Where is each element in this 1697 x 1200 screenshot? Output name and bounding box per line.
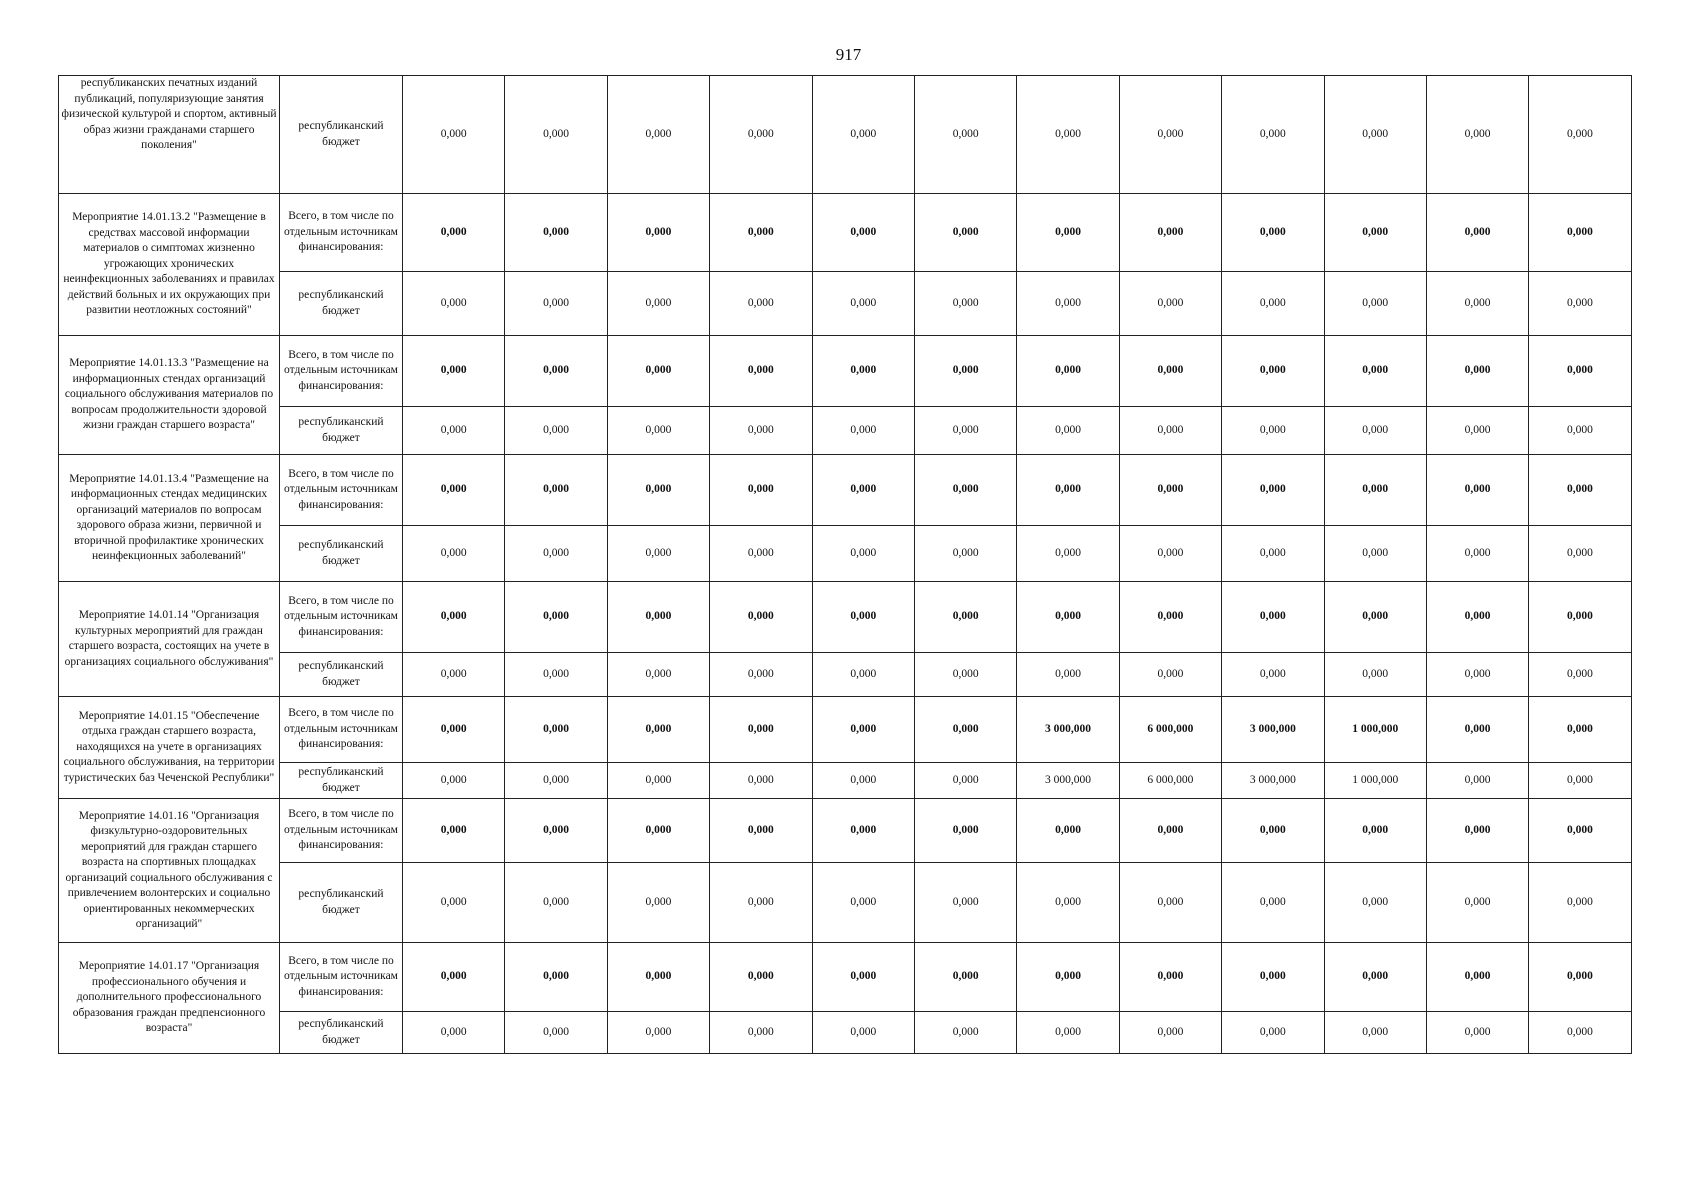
event-title: Мероприятие 14.01.16 "Организация физкультурно-оздоровительных мероприятий для граждан старшего возраста на спортивных площадках организаций социального обслуживания с привлечением волонтерских и социально ориентированных некоммерческих организаций" xyxy=(59,799,280,943)
amount-cell: 0,000 xyxy=(1529,653,1631,697)
amount-cell: 0,000 xyxy=(1426,407,1528,455)
amount-cell: 0,000 xyxy=(1529,763,1631,799)
total-row xyxy=(59,582,1632,653)
total-row xyxy=(59,194,1632,272)
amount-cell: 0,000 xyxy=(812,194,914,272)
funding-source: Всего, в том числе по отдельным источникам финансирования: xyxy=(280,799,403,863)
amount-cell: 0,000 xyxy=(710,194,812,272)
amount-cell: 0,000 xyxy=(1017,272,1119,336)
amount-cell: 0,000 xyxy=(812,407,914,455)
amount-cell: 0,000 xyxy=(1017,582,1119,653)
event-title: Мероприятие 14.01.13.3 "Размещение на информационных стендах организаций социального обслуживания материалов по вопросам продолжительности здоровой жизни граждан старшего возраста" xyxy=(59,336,280,455)
amount-cell: 0,000 xyxy=(505,272,607,336)
amount-cell: 6 000,000 xyxy=(1119,697,1221,763)
amount-cell: 0,000 xyxy=(505,943,607,1012)
amount-cell: 0,000 xyxy=(1426,1012,1528,1054)
amount-cell: 0,000 xyxy=(1017,336,1119,407)
amount-cell: 0,000 xyxy=(1324,272,1426,336)
amount-cell: 0,000 xyxy=(1119,943,1221,1012)
amount-cell: 0,000 xyxy=(1119,582,1221,653)
amount-cell: 0,000 xyxy=(403,582,505,653)
amount-cell: 0,000 xyxy=(812,763,914,799)
funding-source: Всего, в том числе по отдельным источникам финансирования: xyxy=(280,943,403,1012)
amount-cell: 0,000 xyxy=(1222,799,1324,863)
republic-budget-row xyxy=(59,76,1632,194)
amount-cell: 0,000 xyxy=(1119,336,1221,407)
amount-cell: 0,000 xyxy=(812,863,914,943)
amount-cell: 0,000 xyxy=(1119,653,1221,697)
amount-cell: 0,000 xyxy=(1324,194,1426,272)
funding-source: республиканский бюджет xyxy=(280,526,403,582)
amount-cell: 0,000 xyxy=(1119,407,1221,455)
amount-cell: 0,000 xyxy=(1017,863,1119,943)
amount-cell: 0,000 xyxy=(1119,76,1221,194)
amount-cell: 0,000 xyxy=(710,582,812,653)
amount-cell: 0,000 xyxy=(914,272,1016,336)
amount-cell: 0,000 xyxy=(1222,336,1324,407)
republic-budget-row xyxy=(59,272,1632,336)
amount-cell: 0,000 xyxy=(1529,76,1631,194)
amount-cell: 0,000 xyxy=(505,407,607,455)
amount-cell: 0,000 xyxy=(1017,455,1119,526)
amount-cell: 3 000,000 xyxy=(1222,697,1324,763)
funding-source: республиканский бюджет xyxy=(280,653,403,697)
amount-cell: 0,000 xyxy=(1119,526,1221,582)
amount-cell: 0,000 xyxy=(812,455,914,526)
amount-cell: 0,000 xyxy=(914,943,1016,1012)
amount-cell: 0,000 xyxy=(812,653,914,697)
amount-cell: 0,000 xyxy=(1529,1012,1631,1054)
amount-cell: 0,000 xyxy=(1324,455,1426,526)
amount-cell: 0,000 xyxy=(812,336,914,407)
total-row xyxy=(59,697,1632,763)
budget-table-body xyxy=(59,76,1632,1054)
amount-cell: 0,000 xyxy=(812,799,914,863)
amount-cell: 0,000 xyxy=(1529,943,1631,1012)
amount-cell: 0,000 xyxy=(403,863,505,943)
amount-cell: 0,000 xyxy=(607,194,709,272)
amount-cell: 0,000 xyxy=(1222,653,1324,697)
amount-cell: 0,000 xyxy=(403,455,505,526)
amount-cell: 0,000 xyxy=(1426,194,1528,272)
amount-cell: 0,000 xyxy=(403,336,505,407)
amount-cell: 1 000,000 xyxy=(1324,763,1426,799)
funding-source: Всего, в том числе по отдельным источникам финансирования: xyxy=(280,697,403,763)
amount-cell: 0,000 xyxy=(914,526,1016,582)
amount-cell: 0,000 xyxy=(812,526,914,582)
amount-cell: 0,000 xyxy=(1222,582,1324,653)
amount-cell: 0,000 xyxy=(1017,1012,1119,1054)
amount-cell: 0,000 xyxy=(505,455,607,526)
amount-cell: 0,000 xyxy=(505,76,607,194)
amount-cell: 0,000 xyxy=(914,799,1016,863)
amount-cell: 0,000 xyxy=(812,943,914,1012)
amount-cell: 0,000 xyxy=(505,582,607,653)
amount-cell: 0,000 xyxy=(1529,336,1631,407)
amount-cell: 0,000 xyxy=(1426,697,1528,763)
amount-cell: 0,000 xyxy=(914,582,1016,653)
amount-cell: 0,000 xyxy=(607,799,709,863)
amount-cell: 0,000 xyxy=(505,799,607,863)
amount-cell: 0,000 xyxy=(1119,799,1221,863)
amount-cell: 0,000 xyxy=(1426,336,1528,407)
amount-cell: 0,000 xyxy=(607,943,709,1012)
amount-cell: 0,000 xyxy=(403,526,505,582)
amount-cell: 0,000 xyxy=(812,76,914,194)
amount-cell: 3 000,000 xyxy=(1017,763,1119,799)
amount-cell: 0,000 xyxy=(607,1012,709,1054)
amount-cell: 0,000 xyxy=(710,653,812,697)
amount-cell: 0,000 xyxy=(1222,455,1324,526)
total-row xyxy=(59,943,1632,1012)
amount-cell: 0,000 xyxy=(607,526,709,582)
amount-cell: 0,000 xyxy=(1222,194,1324,272)
amount-cell: 0,000 xyxy=(607,763,709,799)
event-title: республиканских печатных изданий публикаций, популяризующие занятия физической культурой и спортом, активный образ жизни гражданами старшего поколения" xyxy=(59,76,280,194)
amount-cell: 0,000 xyxy=(1324,653,1426,697)
amount-cell: 0,000 xyxy=(1529,697,1631,763)
amount-cell: 0,000 xyxy=(403,943,505,1012)
amount-cell: 0,000 xyxy=(710,526,812,582)
amount-cell: 0,000 xyxy=(710,407,812,455)
amount-cell: 0,000 xyxy=(1529,863,1631,943)
amount-cell: 0,000 xyxy=(505,697,607,763)
amount-cell: 0,000 xyxy=(914,653,1016,697)
amount-cell: 0,000 xyxy=(1529,455,1631,526)
amount-cell: 0,000 xyxy=(403,76,505,194)
amount-cell: 0,000 xyxy=(607,272,709,336)
funding-source: республиканский бюджет xyxy=(280,763,403,799)
amount-cell: 0,000 xyxy=(914,194,1016,272)
amount-cell: 0,000 xyxy=(1529,582,1631,653)
amount-cell: 0,000 xyxy=(1529,407,1631,455)
amount-cell: 0,000 xyxy=(710,763,812,799)
amount-cell: 0,000 xyxy=(710,943,812,1012)
amount-cell: 0,000 xyxy=(1017,194,1119,272)
amount-cell: 0,000 xyxy=(403,763,505,799)
amount-cell: 0,000 xyxy=(1017,799,1119,863)
amount-cell: 0,000 xyxy=(1426,582,1528,653)
event-title: Мероприятие 14.01.14 "Организация культурных мероприятий для граждан старшего возраста, состоящих на учете в организациях социального обслуживания" xyxy=(59,582,280,697)
funding-source: Всего, в том числе по отдельным источникам финансирования: xyxy=(280,194,403,272)
amount-cell: 0,000 xyxy=(607,697,709,763)
amount-cell: 0,000 xyxy=(1119,455,1221,526)
amount-cell: 0,000 xyxy=(1222,1012,1324,1054)
amount-cell: 0,000 xyxy=(1222,407,1324,455)
amount-cell: 0,000 xyxy=(1222,943,1324,1012)
amount-cell: 0,000 xyxy=(914,697,1016,763)
amount-cell: 0,000 xyxy=(914,863,1016,943)
budget-table xyxy=(58,75,1632,1054)
funding-source: Всего, в том числе по отдельным источникам финансирования: xyxy=(280,336,403,407)
amount-cell: 0,000 xyxy=(607,455,709,526)
amount-cell: 0,000 xyxy=(710,799,812,863)
amount-cell: 0,000 xyxy=(403,697,505,763)
amount-cell: 0,000 xyxy=(710,863,812,943)
amount-cell: 0,000 xyxy=(812,272,914,336)
amount-cell: 0,000 xyxy=(1426,653,1528,697)
amount-cell: 0,000 xyxy=(1119,272,1221,336)
page-number: 917 xyxy=(835,45,862,64)
funding-source: Всего, в том числе по отдельным источникам финансирования: xyxy=(280,455,403,526)
amount-cell: 0,000 xyxy=(1017,407,1119,455)
amount-cell: 0,000 xyxy=(1017,653,1119,697)
amount-cell: 0,000 xyxy=(914,455,1016,526)
amount-cell: 0,000 xyxy=(914,76,1016,194)
amount-cell: 0,000 xyxy=(710,697,812,763)
amount-cell: 0,000 xyxy=(1324,407,1426,455)
amount-cell: 0,000 xyxy=(607,863,709,943)
amount-cell: 0,000 xyxy=(1324,76,1426,194)
amount-cell: 0,000 xyxy=(1324,863,1426,943)
event-title: Мероприятие 14.01.15 "Обеспечение отдыха граждан старшего возраста, находящихся на учете в организациях социального обслуживания, на территории туристических баз Чеченской Республики" xyxy=(59,697,280,799)
amount-cell: 0,000 xyxy=(403,1012,505,1054)
amount-cell: 0,000 xyxy=(1529,799,1631,863)
amount-cell: 0,000 xyxy=(1119,1012,1221,1054)
amount-cell: 0,000 xyxy=(1017,526,1119,582)
republic-budget-row xyxy=(59,526,1632,582)
amount-cell: 0,000 xyxy=(1324,526,1426,582)
amount-cell: 0,000 xyxy=(607,76,709,194)
funding-source: республиканский бюджет xyxy=(280,863,403,943)
amount-cell: 1 000,000 xyxy=(1324,697,1426,763)
amount-cell: 0,000 xyxy=(505,526,607,582)
amount-cell: 0,000 xyxy=(607,653,709,697)
funding-source: республиканский бюджет xyxy=(280,272,403,336)
amount-cell: 0,000 xyxy=(1324,582,1426,653)
amount-cell: 0,000 xyxy=(1017,76,1119,194)
amount-cell: 0,000 xyxy=(505,1012,607,1054)
event-title: Мероприятие 14.01.17 "Организация профессионального обучения и дополнительного профессионального образования граждан предпенсионного возраста" xyxy=(59,943,280,1054)
amount-cell: 0,000 xyxy=(1324,336,1426,407)
republic-budget-row xyxy=(59,1012,1632,1054)
amount-cell: 0,000 xyxy=(1324,799,1426,863)
amount-cell: 0,000 xyxy=(1426,76,1528,194)
amount-cell: 0,000 xyxy=(403,653,505,697)
amount-cell: 0,000 xyxy=(1529,272,1631,336)
amount-cell: 0,000 xyxy=(505,763,607,799)
amount-cell: 0,000 xyxy=(710,272,812,336)
amount-cell: 0,000 xyxy=(914,763,1016,799)
amount-cell: 3 000,000 xyxy=(1017,697,1119,763)
amount-cell: 0,000 xyxy=(1017,943,1119,1012)
amount-cell: 0,000 xyxy=(1426,863,1528,943)
amount-cell: 0,000 xyxy=(1426,455,1528,526)
amount-cell: 0,000 xyxy=(812,582,914,653)
amount-cell: 0,000 xyxy=(710,76,812,194)
amount-cell: 0,000 xyxy=(1426,763,1528,799)
funding-source: республиканский бюджет xyxy=(280,407,403,455)
amount-cell: 0,000 xyxy=(812,697,914,763)
amount-cell: 0,000 xyxy=(1119,194,1221,272)
amount-cell: 0,000 xyxy=(812,1012,914,1054)
amount-cell: 0,000 xyxy=(403,272,505,336)
amount-cell: 0,000 xyxy=(1426,272,1528,336)
amount-cell: 0,000 xyxy=(710,455,812,526)
amount-cell: 0,000 xyxy=(914,336,1016,407)
amount-cell: 0,000 xyxy=(1426,526,1528,582)
republic-budget-row xyxy=(59,653,1632,697)
amount-cell: 6 000,000 xyxy=(1119,763,1221,799)
amount-cell: 0,000 xyxy=(1222,863,1324,943)
republic-budget-row xyxy=(59,763,1632,799)
amount-cell: 0,000 xyxy=(1222,272,1324,336)
amount-cell: 0,000 xyxy=(914,1012,1016,1054)
amount-cell: 0,000 xyxy=(1426,943,1528,1012)
amount-cell: 0,000 xyxy=(1529,194,1631,272)
amount-cell: 0,000 xyxy=(710,336,812,407)
amount-cell: 0,000 xyxy=(710,1012,812,1054)
amount-cell: 0,000 xyxy=(607,336,709,407)
amount-cell: 0,000 xyxy=(505,336,607,407)
amount-cell: 0,000 xyxy=(1119,863,1221,943)
republic-budget-row xyxy=(59,407,1632,455)
amount-cell: 0,000 xyxy=(1529,526,1631,582)
amount-cell: 0,000 xyxy=(505,653,607,697)
total-row xyxy=(59,336,1632,407)
total-row xyxy=(59,799,1632,863)
amount-cell: 0,000 xyxy=(914,407,1016,455)
funding-source: Всего, в том числе по отдельным источникам финансирования: xyxy=(280,582,403,653)
event-title: Мероприятие 14.01.13.4 "Размещение на информационных стендах медицинских организаций материалов по вопросам здорового образа жизни, первичной и вторичной профилактике хронических неинфекционных заболеваний" xyxy=(59,455,280,582)
republic-budget-row xyxy=(59,863,1632,943)
amount-cell: 0,000 xyxy=(403,407,505,455)
amount-cell: 0,000 xyxy=(1324,943,1426,1012)
amount-cell: 0,000 xyxy=(1426,799,1528,863)
amount-cell: 0,000 xyxy=(505,194,607,272)
amount-cell: 3 000,000 xyxy=(1222,763,1324,799)
total-row xyxy=(59,455,1632,526)
amount-cell: 0,000 xyxy=(403,194,505,272)
event-title: Мероприятие 14.01.13.2 "Размещение в средствах массовой информации материалов о симптомах жизненно угрожающих хронических неинфекционных заболеваниях и правилах действий больных и их окружающих при развитии неотложных состояний" xyxy=(59,194,280,336)
amount-cell: 0,000 xyxy=(403,799,505,863)
amount-cell: 0,000 xyxy=(1324,1012,1426,1054)
amount-cell: 0,000 xyxy=(1222,526,1324,582)
funding-source: республиканский бюджет xyxy=(280,76,403,194)
amount-cell: 0,000 xyxy=(607,407,709,455)
amount-cell: 0,000 xyxy=(607,582,709,653)
amount-cell: 0,000 xyxy=(505,863,607,943)
funding-source: республиканский бюджет xyxy=(280,1012,403,1054)
amount-cell: 0,000 xyxy=(1222,76,1324,194)
